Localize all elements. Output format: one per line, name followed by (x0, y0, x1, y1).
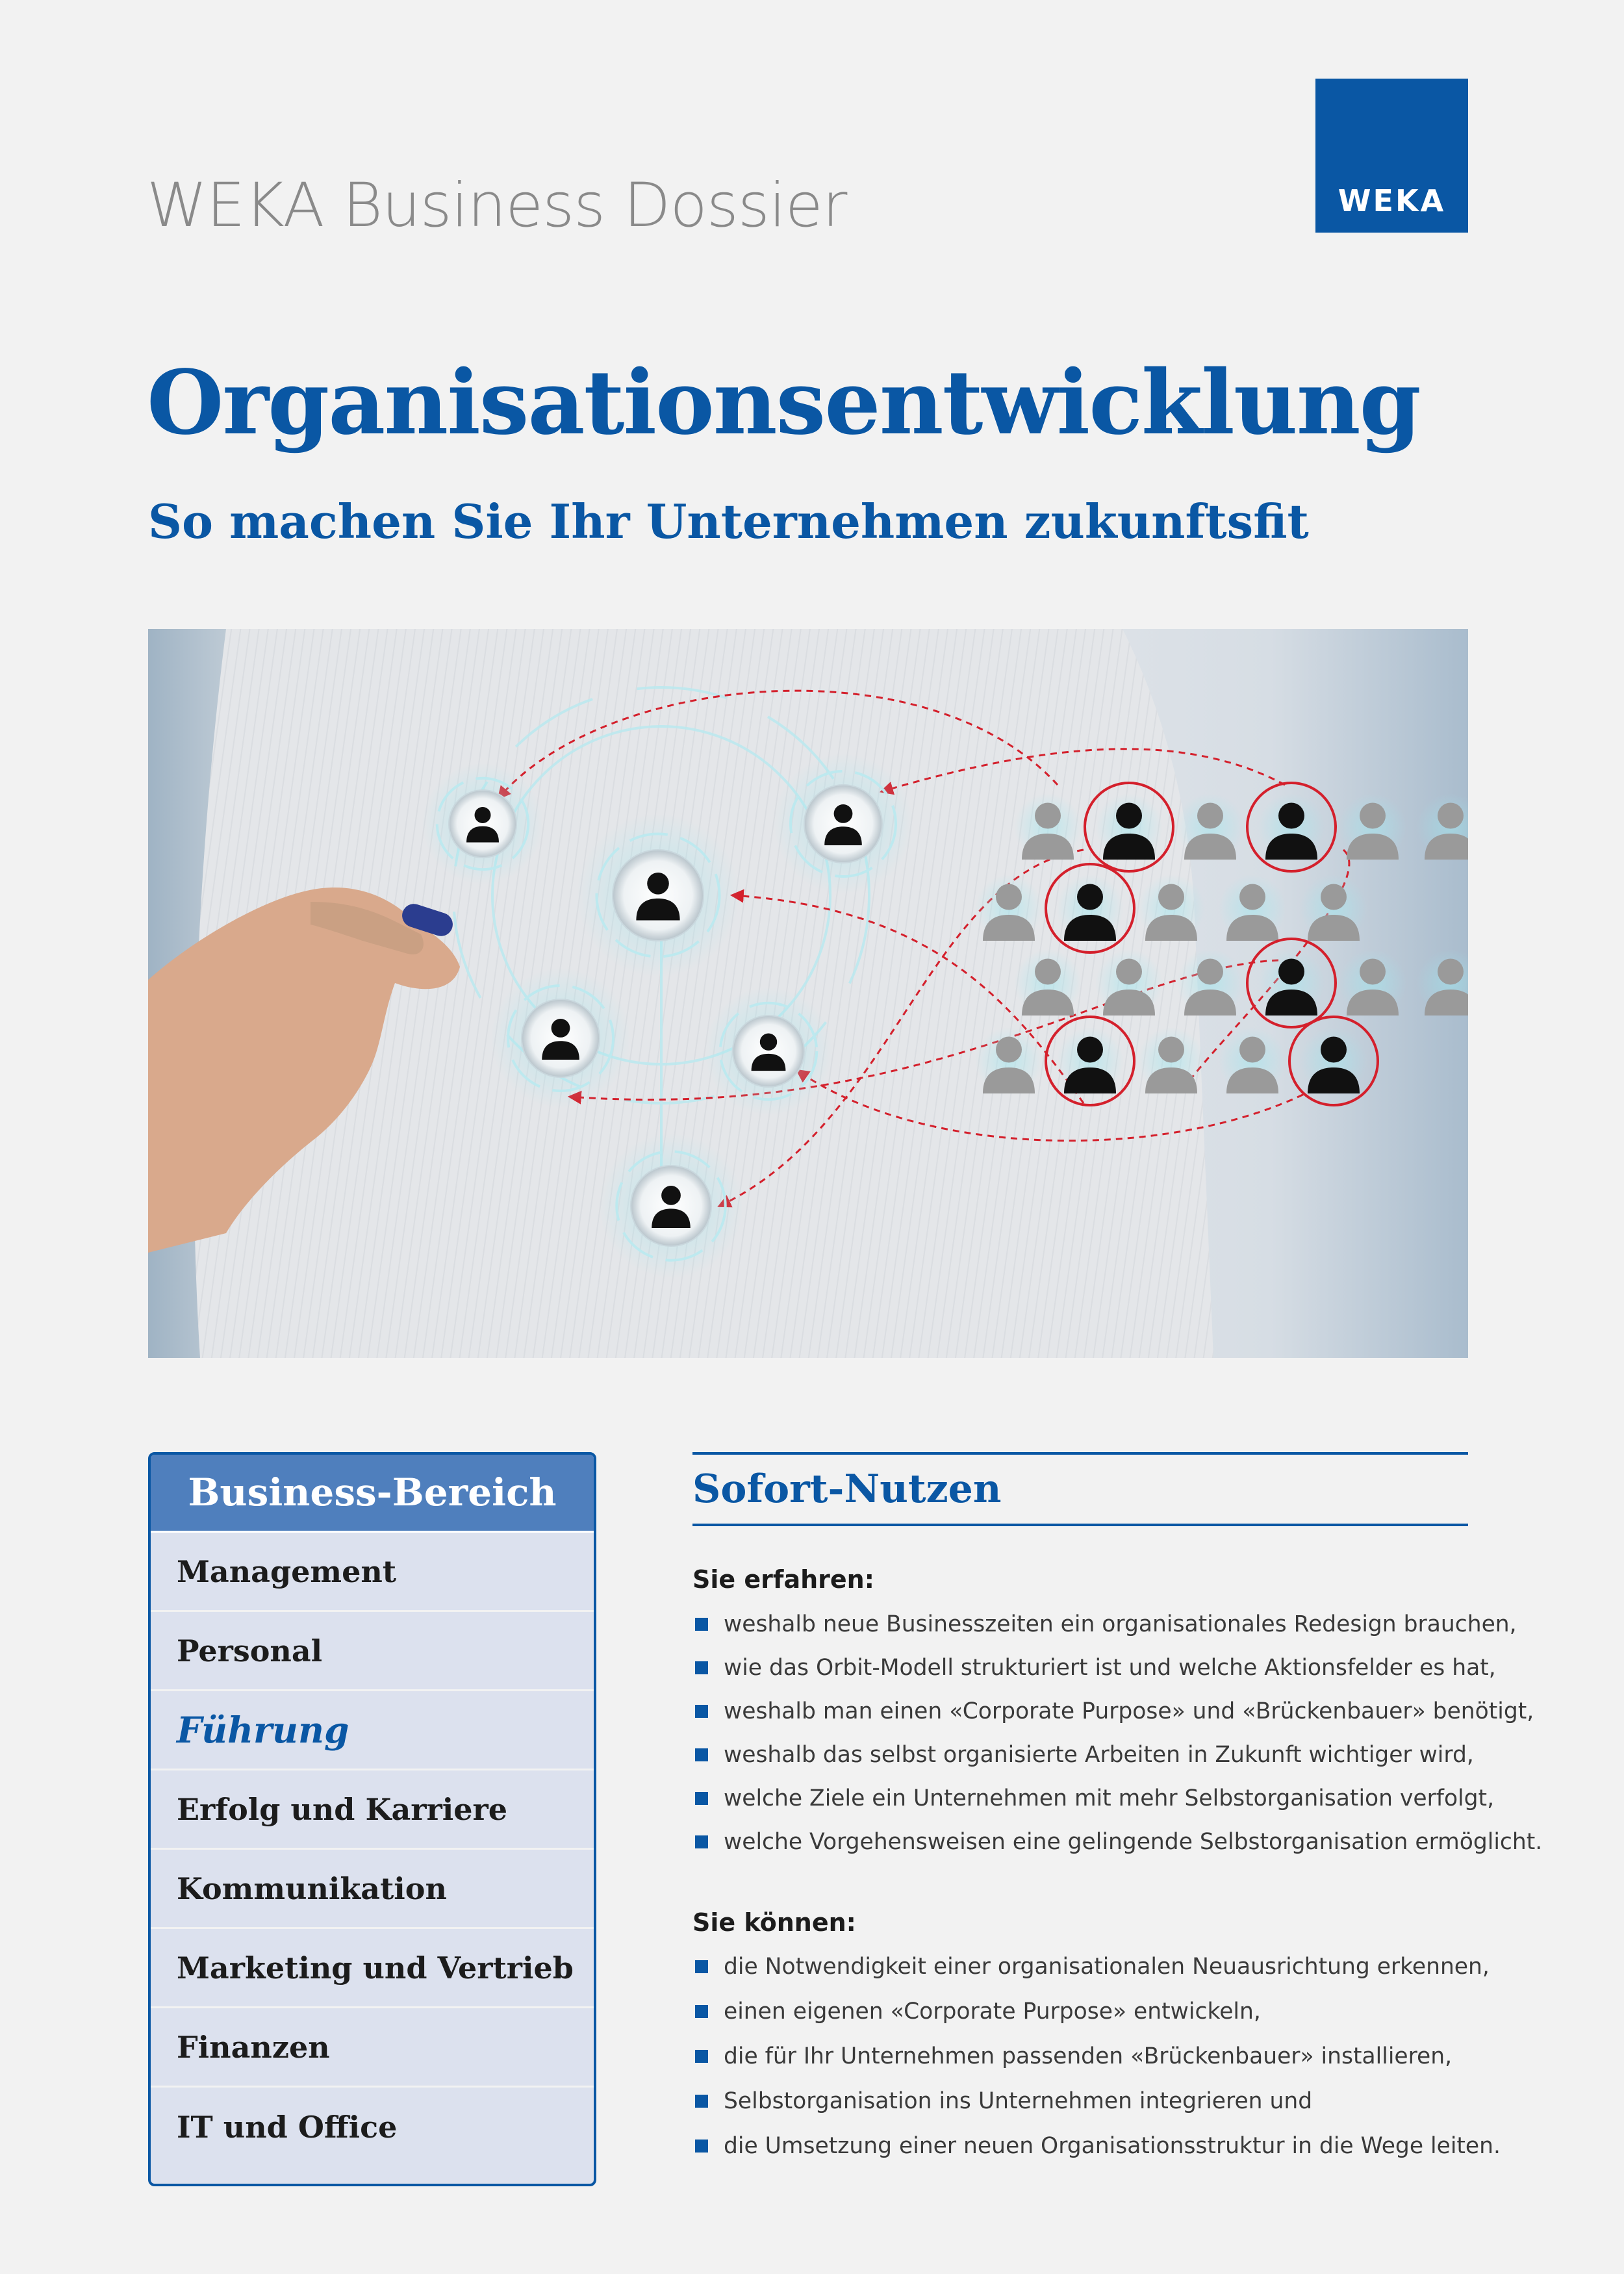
orbit-node (704, 987, 833, 1116)
bullet-square-icon (695, 1960, 708, 1973)
series-label: WEKA Business Dossier (147, 170, 847, 241)
orbit-node (773, 754, 913, 894)
list-item (692, 1733, 1474, 1777)
list-item (692, 2079, 1468, 2124)
logo-text: WEKA (1338, 183, 1446, 218)
category-item-it-office: IT und Office (177, 2110, 398, 2145)
category-item-management: Management (151, 1533, 594, 1612)
person-icon (1300, 875, 1367, 942)
category-item-fuehrung: Führung (151, 1691, 594, 1770)
sofort-nutzen-section (692, 1452, 1543, 2169)
list-item (692, 1820, 1543, 1864)
learn-list (692, 1603, 1543, 1864)
person-icon (1046, 1017, 1134, 1105)
list-item (692, 1690, 1534, 1733)
person-icon (1137, 875, 1205, 942)
hero-image (148, 629, 1468, 1358)
list-item-text: Selbstorganisation ins Unternehmen integrieren und (724, 2088, 1313, 2114)
list-item-text: die für Ihr Unternehmen passenden «Brückenbauer» installieren, (724, 2043, 1453, 2069)
page-subtitle: So machen Sie Ihr Unternehmen zukunftsfit (148, 494, 1309, 549)
person-icon (1137, 1027, 1205, 1095)
bullet-square-icon (695, 1705, 708, 1718)
category-item-finanzen: Finanzen (151, 2008, 594, 2088)
can-list (692, 1945, 1501, 2169)
list-item (692, 1646, 1496, 1690)
category-item-marketing: Marketing und Vertrieb (151, 1929, 594, 2008)
list-item-text: wie das Orbit-Modell strukturiert ist und welche Aktionsfelder es hat, (724, 1655, 1496, 1681)
list-item-text: die Notwendigkeit einer organisationalen Neuausrichtung erkennen, (724, 1954, 1490, 1980)
list-item-text: weshalb neue Businesszeiten ein organisationales Redesign brauchen, (724, 1611, 1517, 1637)
weka-logo (1315, 79, 1468, 233)
list-item-text: welche Ziele ein Unternehmen mit mehr Selbstorganisation verfolgt, (724, 1785, 1495, 1811)
list-item-text: weshalb man einen «Corporate Purpose» und «Brückenbauer» benötigt, (724, 1698, 1534, 1724)
orbit-node (576, 813, 740, 977)
category-item-kommunikation: Kommunikation (151, 1850, 594, 1929)
person-icon (1339, 793, 1406, 861)
bullet-square-icon (695, 1835, 708, 1848)
person-icon (1046, 864, 1134, 952)
bullet-square-icon (695, 2005, 708, 2018)
bullet-square-icon (695, 2095, 708, 2108)
orbit-node (490, 968, 631, 1108)
bullet-square-icon (695, 1748, 708, 1761)
list-item-text: weshalb das selbst organisierte Arbeiten in Zukunft wichtiger wird, (724, 1742, 1474, 1768)
category-item-personal: Personal (151, 1612, 594, 1691)
business-bereich-heading: Business-Bereich (151, 1455, 594, 1533)
person-icon (1176, 793, 1244, 861)
list-item (692, 2124, 1501, 2169)
list-item (692, 1777, 1495, 1820)
person-icon (1247, 783, 1336, 871)
bullet-square-icon (695, 1661, 708, 1674)
bullet-square-icon (695, 2140, 708, 2153)
can-title: Sie können: (692, 1908, 856, 1937)
person-icon (1339, 949, 1406, 1017)
person-icon (975, 1027, 1043, 1095)
bullet-square-icon (695, 1792, 708, 1805)
sofort-nutzen-heading: Sofort-Nutzen (692, 1466, 1002, 1512)
person-icon (1247, 939, 1336, 1027)
person-icon (1095, 949, 1163, 1017)
person-icon (1219, 1027, 1286, 1095)
section-bottom-rule (692, 1524, 1468, 1526)
bullet-square-icon (695, 1618, 708, 1631)
list-item-text: welche Vorgehensweisen eine gelingende Selbstorganisation ermöglicht. (724, 1829, 1543, 1855)
category-item-erfolg: Erfolg und Karriere (151, 1770, 594, 1850)
list-item (692, 1989, 1468, 2034)
person-icon (1014, 793, 1082, 861)
list-item (692, 1945, 1490, 1989)
person-icon (1014, 949, 1082, 1017)
page-title: Organisationsentwicklung (147, 351, 1420, 455)
bullet-square-icon (695, 2050, 708, 2063)
learn-title: Sie erfahren: (692, 1565, 874, 1594)
person-icon (975, 875, 1043, 942)
orbit-node (422, 763, 543, 884)
list-item (692, 1603, 1517, 1646)
orbit-node (598, 1133, 743, 1278)
person-icon (1289, 1017, 1378, 1105)
person-icon (1176, 949, 1244, 1017)
person-icon (1085, 783, 1173, 871)
list-item (692, 2034, 1468, 2079)
person-icon (1219, 875, 1286, 942)
list-item-text: die Umsetzung einer neuen Organisationsstruktur in die Wege leiten. (724, 2133, 1501, 2159)
list-item-text: einen eigenen «Corporate Purpose» entwickeln, (724, 1999, 1261, 2025)
business-bereich-box (148, 1452, 596, 2186)
